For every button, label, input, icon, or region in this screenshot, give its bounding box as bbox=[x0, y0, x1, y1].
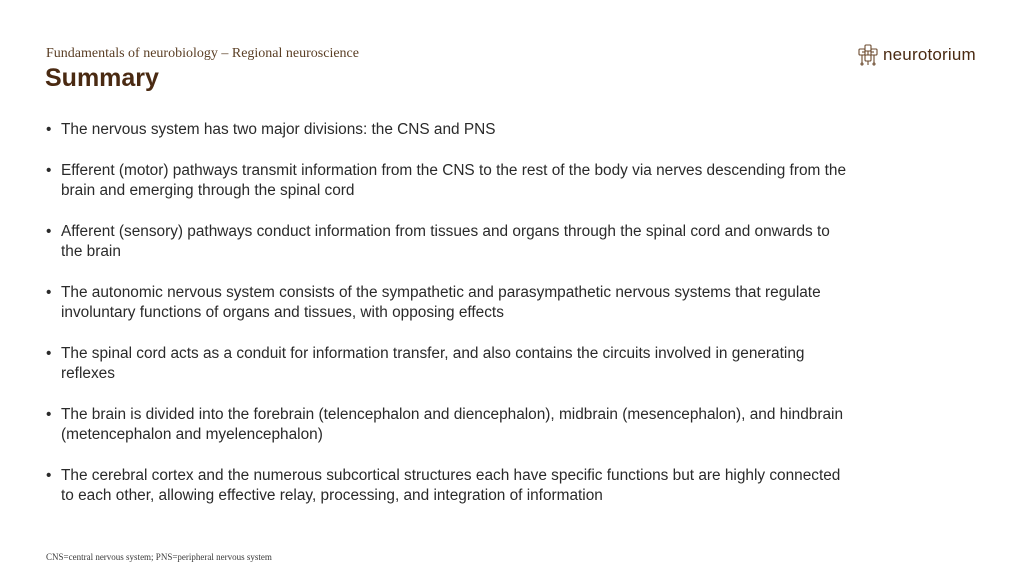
bullet-marker: • bbox=[46, 121, 52, 138]
bullet-item bbox=[46, 120, 846, 141]
bullet-text: Efferent (motor) pathways transmit information from the CNS to the rest of the body via nerves descending from the brain and emerging through the spinal cord bbox=[61, 161, 846, 199]
bullet-item bbox=[46, 222, 846, 263]
bullet-text: The spinal cord acts as a conduit for information transfer, and also contains the circuits involved in generating reflexes bbox=[61, 344, 805, 382]
bullet-marker: • bbox=[46, 222, 52, 240]
footnote: CNS=central nervous system; PNS=peripheral nervous system bbox=[46, 552, 272, 562]
bullet-marker: • bbox=[46, 161, 52, 179]
bullet-marker: • bbox=[46, 405, 52, 423]
bullet-text: The brain is divided into the forebrain (telencephalon and diencephalon), midbrain (mesencephalon), and hindbrain (metencephalon and myelencephalon) bbox=[61, 405, 844, 443]
bullet-item bbox=[46, 344, 846, 385]
bullet-text: Afferent (sensory) pathways conduct information from tissues and organs through the spinal cord and onwards to the brain bbox=[61, 222, 830, 260]
bullet-marker: • bbox=[46, 344, 52, 362]
bullet-text: The nervous system has two major divisions: the CNS and PNS bbox=[61, 121, 496, 138]
bullet-text: The autonomic nervous system consists of the sympathetic and parasympathetic nervous systems that regulate involuntary functions of organs and tissues, with opposing effects bbox=[61, 283, 821, 321]
bullet-marker: • bbox=[46, 466, 52, 484]
bullet-item bbox=[46, 283, 846, 324]
slide-subtitle: Fundamentals of neurobiology – Regional neuroscience bbox=[46, 46, 359, 61]
bullet-item bbox=[46, 161, 846, 202]
bullet-marker: • bbox=[46, 283, 52, 301]
brand-logo bbox=[857, 43, 976, 67]
summary-bullet-list bbox=[46, 120, 846, 527]
logo-text: neurotorium bbox=[883, 45, 976, 64]
bullet-text: The cerebral cortex and the numerous subcortical structures each have specific functions but are highly connected to each other, allowing effective relay, processing, and integration of information bbox=[61, 466, 841, 504]
neurotorium-logo-icon bbox=[857, 43, 879, 67]
bullet-item bbox=[46, 466, 846, 507]
bullet-item bbox=[46, 405, 846, 446]
slide-title: Summary bbox=[45, 64, 159, 92]
